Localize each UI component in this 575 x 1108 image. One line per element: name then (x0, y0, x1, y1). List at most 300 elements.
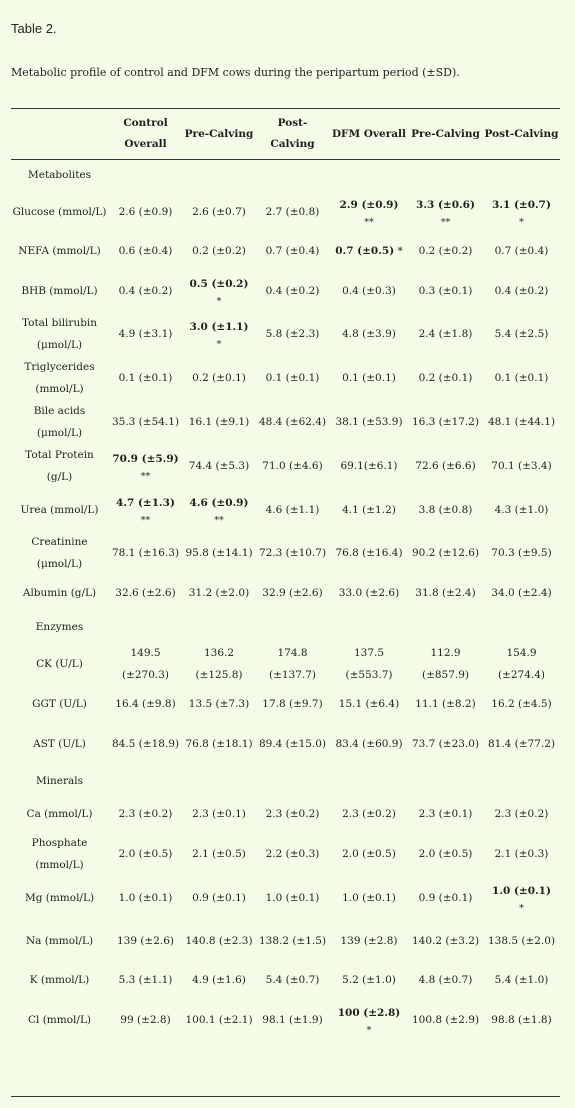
empty-cell (108, 159, 183, 190)
value-text: 2.3 (±0.2) (494, 808, 549, 820)
value-cell (108, 919, 183, 962)
value-cell (408, 642, 483, 686)
value-text: 0.1 (±0.1) (342, 372, 396, 384)
value-cell (483, 876, 560, 919)
value-cell (108, 356, 183, 400)
value-text: 34.0 (±2.4) (491, 587, 552, 599)
value-cell (483, 233, 560, 269)
value-text: 3.8 (±0.8) (418, 503, 473, 516)
empty-cell (255, 159, 330, 190)
value-text: 4.9 (±1.6) (192, 974, 246, 986)
value-cell (183, 488, 255, 531)
value-text: 0.4 (±0.3) (342, 284, 396, 297)
table-row (11, 190, 560, 233)
header-row (11, 109, 560, 159)
value-text: 2.2 (±0.3) (265, 848, 320, 860)
value-text: 100.8 (±2.9) (411, 1013, 480, 1026)
value-cell (408, 919, 483, 962)
table-row (11, 642, 560, 686)
value-cell (255, 312, 330, 356)
value-cell (330, 531, 408, 575)
value-cell (483, 400, 560, 444)
significance-marker: ** (440, 216, 451, 228)
value-text: 74.4 (±5.3) (188, 460, 250, 472)
row-label (11, 488, 108, 531)
value-text: 3.0 (±1.1) (189, 321, 249, 333)
empty-cell (408, 765, 483, 796)
row-label (11, 962, 108, 998)
value-cell (330, 919, 408, 962)
row-label-text: Albumin (g/L) (22, 587, 97, 599)
header-cell: Pre-Calving (184, 127, 254, 140)
header-cell: Post-Calving (270, 117, 315, 150)
value-cell (255, 919, 330, 962)
value-cell (255, 233, 330, 269)
value-text: 0.2 (±0.2) (418, 245, 473, 257)
value-cell (408, 876, 483, 919)
row-label (11, 400, 108, 444)
row-label-text: Urea (mmol/L) (20, 503, 99, 516)
value-text: 17.8 (±9.7) (262, 698, 323, 710)
value-text: 2.6 (±0.9) (118, 205, 173, 218)
value-cell (108, 876, 183, 919)
value-cell (330, 642, 408, 686)
value-cell (330, 269, 408, 312)
value-text: 0.7 (±0.4) (494, 245, 549, 257)
row-label-text: Total Protein (g/L) (25, 449, 94, 483)
value-text: 1.0 (±0.1) (492, 884, 551, 897)
value-text: 11.1 (±8.2) (415, 698, 476, 710)
value-text: 98.1 (±1.9) (262, 1013, 323, 1026)
value-text: 78.1 (±16.3) (111, 547, 180, 559)
value-text: 2.7 (±0.8) (265, 205, 320, 218)
value-text: 84.5 (±18.9) (111, 737, 180, 750)
empty-cell (108, 765, 183, 796)
significance-marker: ** (214, 514, 224, 526)
value-text: 98.8 (±1.8) (491, 1013, 552, 1026)
value-cell (330, 575, 408, 611)
value-cell (108, 642, 183, 686)
value-text: 0.7 (±0.5) (335, 245, 395, 257)
table-row (11, 832, 560, 876)
value-text: 2.1 (±0.5) (192, 848, 246, 860)
value-cell (108, 998, 183, 1041)
value-cell (183, 832, 255, 876)
value-cell (483, 312, 560, 356)
value-text: 16.2 (±4.5) (491, 698, 552, 710)
table-row (11, 962, 560, 998)
table-row (11, 444, 560, 488)
value-text: 71.0 (±4.6) (262, 460, 323, 472)
value-text: 0.7 (±0.4) (265, 245, 320, 257)
value-cell (255, 722, 330, 765)
row-label-text: CK (U/L) (36, 658, 83, 670)
value-cell (108, 722, 183, 765)
value-cell (183, 796, 255, 832)
value-text: 0.9 (±0.1) (418, 891, 473, 904)
value-text: 31.2 (±2.0) (188, 587, 250, 599)
value-cell (408, 233, 483, 269)
value-text: 38.1 (±53.9) (335, 416, 403, 428)
value-cell (330, 876, 408, 919)
value-cell (255, 962, 330, 998)
table-row (11, 796, 560, 832)
row-label (11, 876, 108, 919)
empty-cell (408, 159, 483, 190)
value-cell (183, 444, 255, 488)
value-cell (183, 356, 255, 400)
value-text: 1.0 (±0.1) (342, 891, 396, 904)
empty-cell (483, 611, 560, 642)
value-text: 149.5 (±270.3) (121, 647, 170, 681)
value-text: 13.5 (±7.3) (188, 698, 250, 710)
value-text: 140.2 (±3.2) (411, 934, 480, 947)
value-text: 35.3 (±54.1) (111, 416, 180, 428)
row-label-text: Na (mmol/L) (25, 934, 94, 947)
value-cell (108, 269, 183, 312)
section-label: Minerals (35, 774, 84, 787)
value-text: 136.2 (±125.8) (195, 647, 243, 681)
table-bottom-rule (11, 1096, 560, 1097)
value-cell (108, 796, 183, 832)
significance-marker: * (397, 245, 403, 257)
row-label-text: NEFA (mmol/L) (18, 245, 101, 257)
row-label (11, 269, 108, 312)
table-row (11, 686, 560, 722)
value-text: 4.3 (±1.0) (494, 503, 549, 516)
table-row (11, 269, 560, 312)
value-text: 48.4 (±62.4) (258, 416, 327, 428)
value-cell (108, 400, 183, 444)
value-cell (255, 832, 330, 876)
value-cell (108, 233, 183, 269)
row-label-text: GGT (U/L) (32, 698, 87, 710)
value-text: 2.0 (±0.5) (342, 848, 396, 860)
value-text: 2.3 (±0.1) (418, 808, 473, 820)
value-text: 140.8 (±2.3) (185, 934, 253, 947)
section-label: Enzymes (35, 620, 84, 633)
value-cell (108, 531, 183, 575)
value-cell (183, 400, 255, 444)
value-cell (255, 488, 330, 531)
row-label (11, 312, 108, 356)
value-text: 100.1 (±2.1) (185, 1013, 253, 1026)
header-cell: Post-Calving (484, 127, 559, 140)
value-cell (483, 531, 560, 575)
value-cell (108, 962, 183, 998)
value-cell (183, 642, 255, 686)
row-label (11, 190, 108, 233)
value-cell (408, 962, 483, 998)
empty-cell (183, 611, 255, 642)
value-text: 95.8 (±14.1) (185, 547, 253, 559)
value-text: 69.1(±6.1) (340, 460, 398, 472)
value-text: 32.6 (±2.6) (115, 587, 176, 599)
value-text: 5.8 (±2.3) (265, 328, 320, 340)
value-text: 4.8 (±3.9) (342, 328, 396, 340)
row-label-text: Cl (mmol/L) (27, 1013, 92, 1026)
empty-cell (255, 765, 330, 796)
value-text: 2.3 (±0.2) (118, 808, 173, 820)
header-cell: Control Overall (123, 117, 168, 150)
table-body (11, 159, 560, 1041)
value-cell (183, 269, 255, 312)
value-text: 5.4 (±0.7) (265, 974, 320, 986)
value-cell (330, 962, 408, 998)
empty-cell (183, 765, 255, 796)
significance-marker: * (519, 216, 524, 228)
value-cell (255, 686, 330, 722)
value-text: 4.6 (±0.9) (189, 496, 249, 509)
significance-marker: ** (140, 471, 151, 482)
value-text: 16.3 (±17.2) (411, 416, 480, 428)
value-text: 70.9 (±5.9) (112, 453, 179, 465)
value-cell (408, 444, 483, 488)
value-cell (255, 575, 330, 611)
value-text: 0.1 (±0.1) (118, 372, 173, 384)
value-cell (183, 876, 255, 919)
value-text: 0.1 (±0.1) (494, 372, 549, 384)
value-text: 174.8 (±137.7) (268, 647, 317, 681)
value-text: 4.9 (±3.1) (118, 328, 173, 340)
value-cell (408, 998, 483, 1041)
value-text: 139 (±2.8) (340, 934, 398, 947)
empty-cell (408, 611, 483, 642)
value-cell (330, 356, 408, 400)
value-cell (483, 962, 560, 998)
significance-marker: * (519, 902, 524, 914)
value-cell (108, 575, 183, 611)
value-cell (330, 998, 408, 1041)
row-label (11, 575, 108, 611)
row-label-text: BHB (mmol/L) (21, 284, 98, 297)
value-cell (408, 832, 483, 876)
value-text: 83.4 (±60.9) (335, 737, 403, 750)
value-cell (108, 686, 183, 722)
value-cell (330, 444, 408, 488)
value-text: 0.2 (±0.2) (192, 245, 246, 257)
value-cell (483, 686, 560, 722)
value-text: 2.4 (±1.8) (418, 328, 473, 340)
value-cell (330, 796, 408, 832)
value-text: 73.7 (±23.0) (411, 737, 480, 750)
row-label (11, 642, 108, 686)
table-row (11, 233, 560, 269)
value-cell (108, 832, 183, 876)
value-cell (330, 722, 408, 765)
empty-cell (255, 611, 330, 642)
value-cell (408, 686, 483, 722)
table-row (11, 998, 560, 1041)
row-label (11, 356, 108, 400)
value-cell (183, 190, 255, 233)
value-cell (255, 876, 330, 919)
empty-cell (183, 159, 255, 190)
value-text: 89.4 (±15.0) (258, 737, 327, 750)
value-text: 0.4 (±0.2) (494, 284, 549, 297)
value-text: 154.9 (±274.4) (497, 647, 546, 681)
value-cell (483, 444, 560, 488)
section-row (11, 765, 560, 796)
value-cell (483, 642, 560, 686)
value-text: 5.4 (±1.0) (494, 974, 549, 986)
value-text: 99 (±2.8) (120, 1013, 171, 1026)
value-cell (255, 190, 330, 233)
value-text: 33.0 (±2.6) (338, 587, 400, 599)
value-text: 0.4 (±0.2) (118, 284, 173, 297)
value-cell (330, 400, 408, 444)
metabolic-profile-table (11, 109, 560, 1041)
value-text: 112.9 (±857.9) (421, 647, 470, 681)
value-cell (255, 444, 330, 488)
row-label-text: K (mmol/L) (29, 974, 90, 986)
value-cell (408, 796, 483, 832)
row-label (11, 233, 108, 269)
table-row (11, 919, 560, 962)
value-cell (483, 575, 560, 611)
value-cell (408, 356, 483, 400)
value-text: 70.1 (±3.4) (491, 460, 552, 472)
value-text: 4.7 (±1.3) (116, 496, 175, 509)
value-text: 0.2 (±0.1) (418, 372, 473, 384)
empty-cell (108, 611, 183, 642)
value-text: 16.1 (±9.1) (188, 416, 250, 428)
value-text: 31.8 (±2.4) (415, 587, 476, 599)
value-text: 1.0 (±0.1) (265, 891, 320, 904)
section-row (11, 159, 560, 190)
value-text: 2.3 (±0.2) (265, 808, 320, 820)
row-label (11, 998, 108, 1041)
row-label-text: Mg (mmol/L) (24, 891, 95, 904)
value-text: 4.8 (±0.7) (418, 974, 473, 986)
value-text: 2.3 (±0.1) (192, 808, 246, 820)
significance-marker: ** (364, 216, 374, 228)
value-cell (483, 356, 560, 400)
value-cell (255, 998, 330, 1041)
empty-cell (330, 765, 408, 796)
value-text: 4.6 (±1.1) (265, 503, 320, 516)
value-text: 139 (±2.6) (116, 934, 175, 947)
row-label (11, 796, 108, 832)
value-text: 2.6 (±0.7) (192, 205, 246, 218)
value-cell (183, 575, 255, 611)
value-text: 0.6 (±0.4) (118, 245, 173, 257)
value-cell (255, 796, 330, 832)
section-label: Metabolites (27, 168, 92, 181)
value-text: 138.2 (±1.5) (258, 934, 327, 947)
value-text: 100 (±2.8) (337, 1006, 401, 1019)
table-row (11, 575, 560, 611)
value-text: 5.3 (±1.1) (118, 974, 173, 986)
header-cell: DFM Overall (331, 127, 407, 140)
value-cell (483, 832, 560, 876)
value-text: 70.3 (±9.5) (491, 547, 552, 559)
value-cell (183, 919, 255, 962)
value-cell (183, 531, 255, 575)
value-text: 76.8 (±18.1) (185, 737, 253, 750)
table-row (11, 488, 560, 531)
empty-cell (483, 159, 560, 190)
value-text: 0.5 (±0.2) (189, 277, 249, 290)
value-cell (255, 531, 330, 575)
value-text: 90.2 (±12.6) (411, 547, 480, 559)
value-cell (255, 642, 330, 686)
value-cell (108, 190, 183, 233)
value-text: 81.4 (±77.2) (487, 737, 556, 750)
value-cell (255, 269, 330, 312)
value-cell (408, 722, 483, 765)
value-cell (408, 531, 483, 575)
value-text: 5.2 (±1.0) (342, 974, 396, 986)
row-label-text: Triglycerides (mmol/L) (24, 361, 95, 395)
value-cell (408, 488, 483, 531)
value-text: 0.1 (±0.1) (265, 372, 320, 384)
value-cell (483, 919, 560, 962)
value-cell (408, 312, 483, 356)
row-label-text: Bile acids (μmol/L) (33, 405, 86, 439)
table-row (11, 400, 560, 444)
value-cell (183, 998, 255, 1041)
value-cell (330, 312, 408, 356)
value-cell (183, 962, 255, 998)
value-text: 16.4 (±9.8) (115, 698, 176, 710)
value-text: 3.3 (±0.6) (416, 198, 475, 211)
row-label (11, 531, 108, 575)
value-cell (483, 269, 560, 312)
value-cell (108, 312, 183, 356)
value-text: 72.6 (±6.6) (415, 460, 476, 472)
table-row (11, 531, 560, 575)
significance-marker: ** (140, 514, 151, 526)
value-text: 0.2 (±0.1) (192, 372, 246, 384)
empty-cell (330, 611, 408, 642)
significance-marker: * (366, 1024, 372, 1036)
value-cell (408, 575, 483, 611)
empty-cell (483, 765, 560, 796)
value-text: 15.1 (±6.4) (338, 698, 400, 710)
value-cell (183, 233, 255, 269)
row-label (11, 722, 108, 765)
value-cell (330, 488, 408, 531)
value-cell (330, 686, 408, 722)
value-text: 3.1 (±0.7) (492, 198, 551, 211)
section-row (11, 611, 560, 642)
value-cell (255, 356, 330, 400)
value-cell (330, 190, 408, 233)
row-label-text: Ca (mmol/L) (26, 808, 93, 820)
header-cell (11, 109, 108, 159)
row-label-text: AST (U/L) (33, 737, 86, 750)
value-cell (330, 233, 408, 269)
table-row (11, 312, 560, 356)
value-text: 2.9 (±0.9) (339, 198, 399, 211)
value-text: 2.3 (±0.2) (342, 808, 396, 820)
value-cell (483, 722, 560, 765)
value-text: 72.3 (±10.7) (258, 547, 327, 559)
value-cell (108, 488, 183, 531)
value-text: 0.9 (±0.1) (192, 891, 246, 904)
value-cell (483, 796, 560, 832)
header-cell: Pre-Calving (411, 127, 480, 140)
value-cell (483, 190, 560, 233)
empty-cell (330, 159, 408, 190)
value-cell (483, 998, 560, 1041)
value-cell (255, 400, 330, 444)
table-row (11, 722, 560, 765)
value-text: 76.8 (±16.4) (335, 547, 403, 559)
value-cell (108, 444, 183, 488)
table-row (11, 876, 560, 919)
